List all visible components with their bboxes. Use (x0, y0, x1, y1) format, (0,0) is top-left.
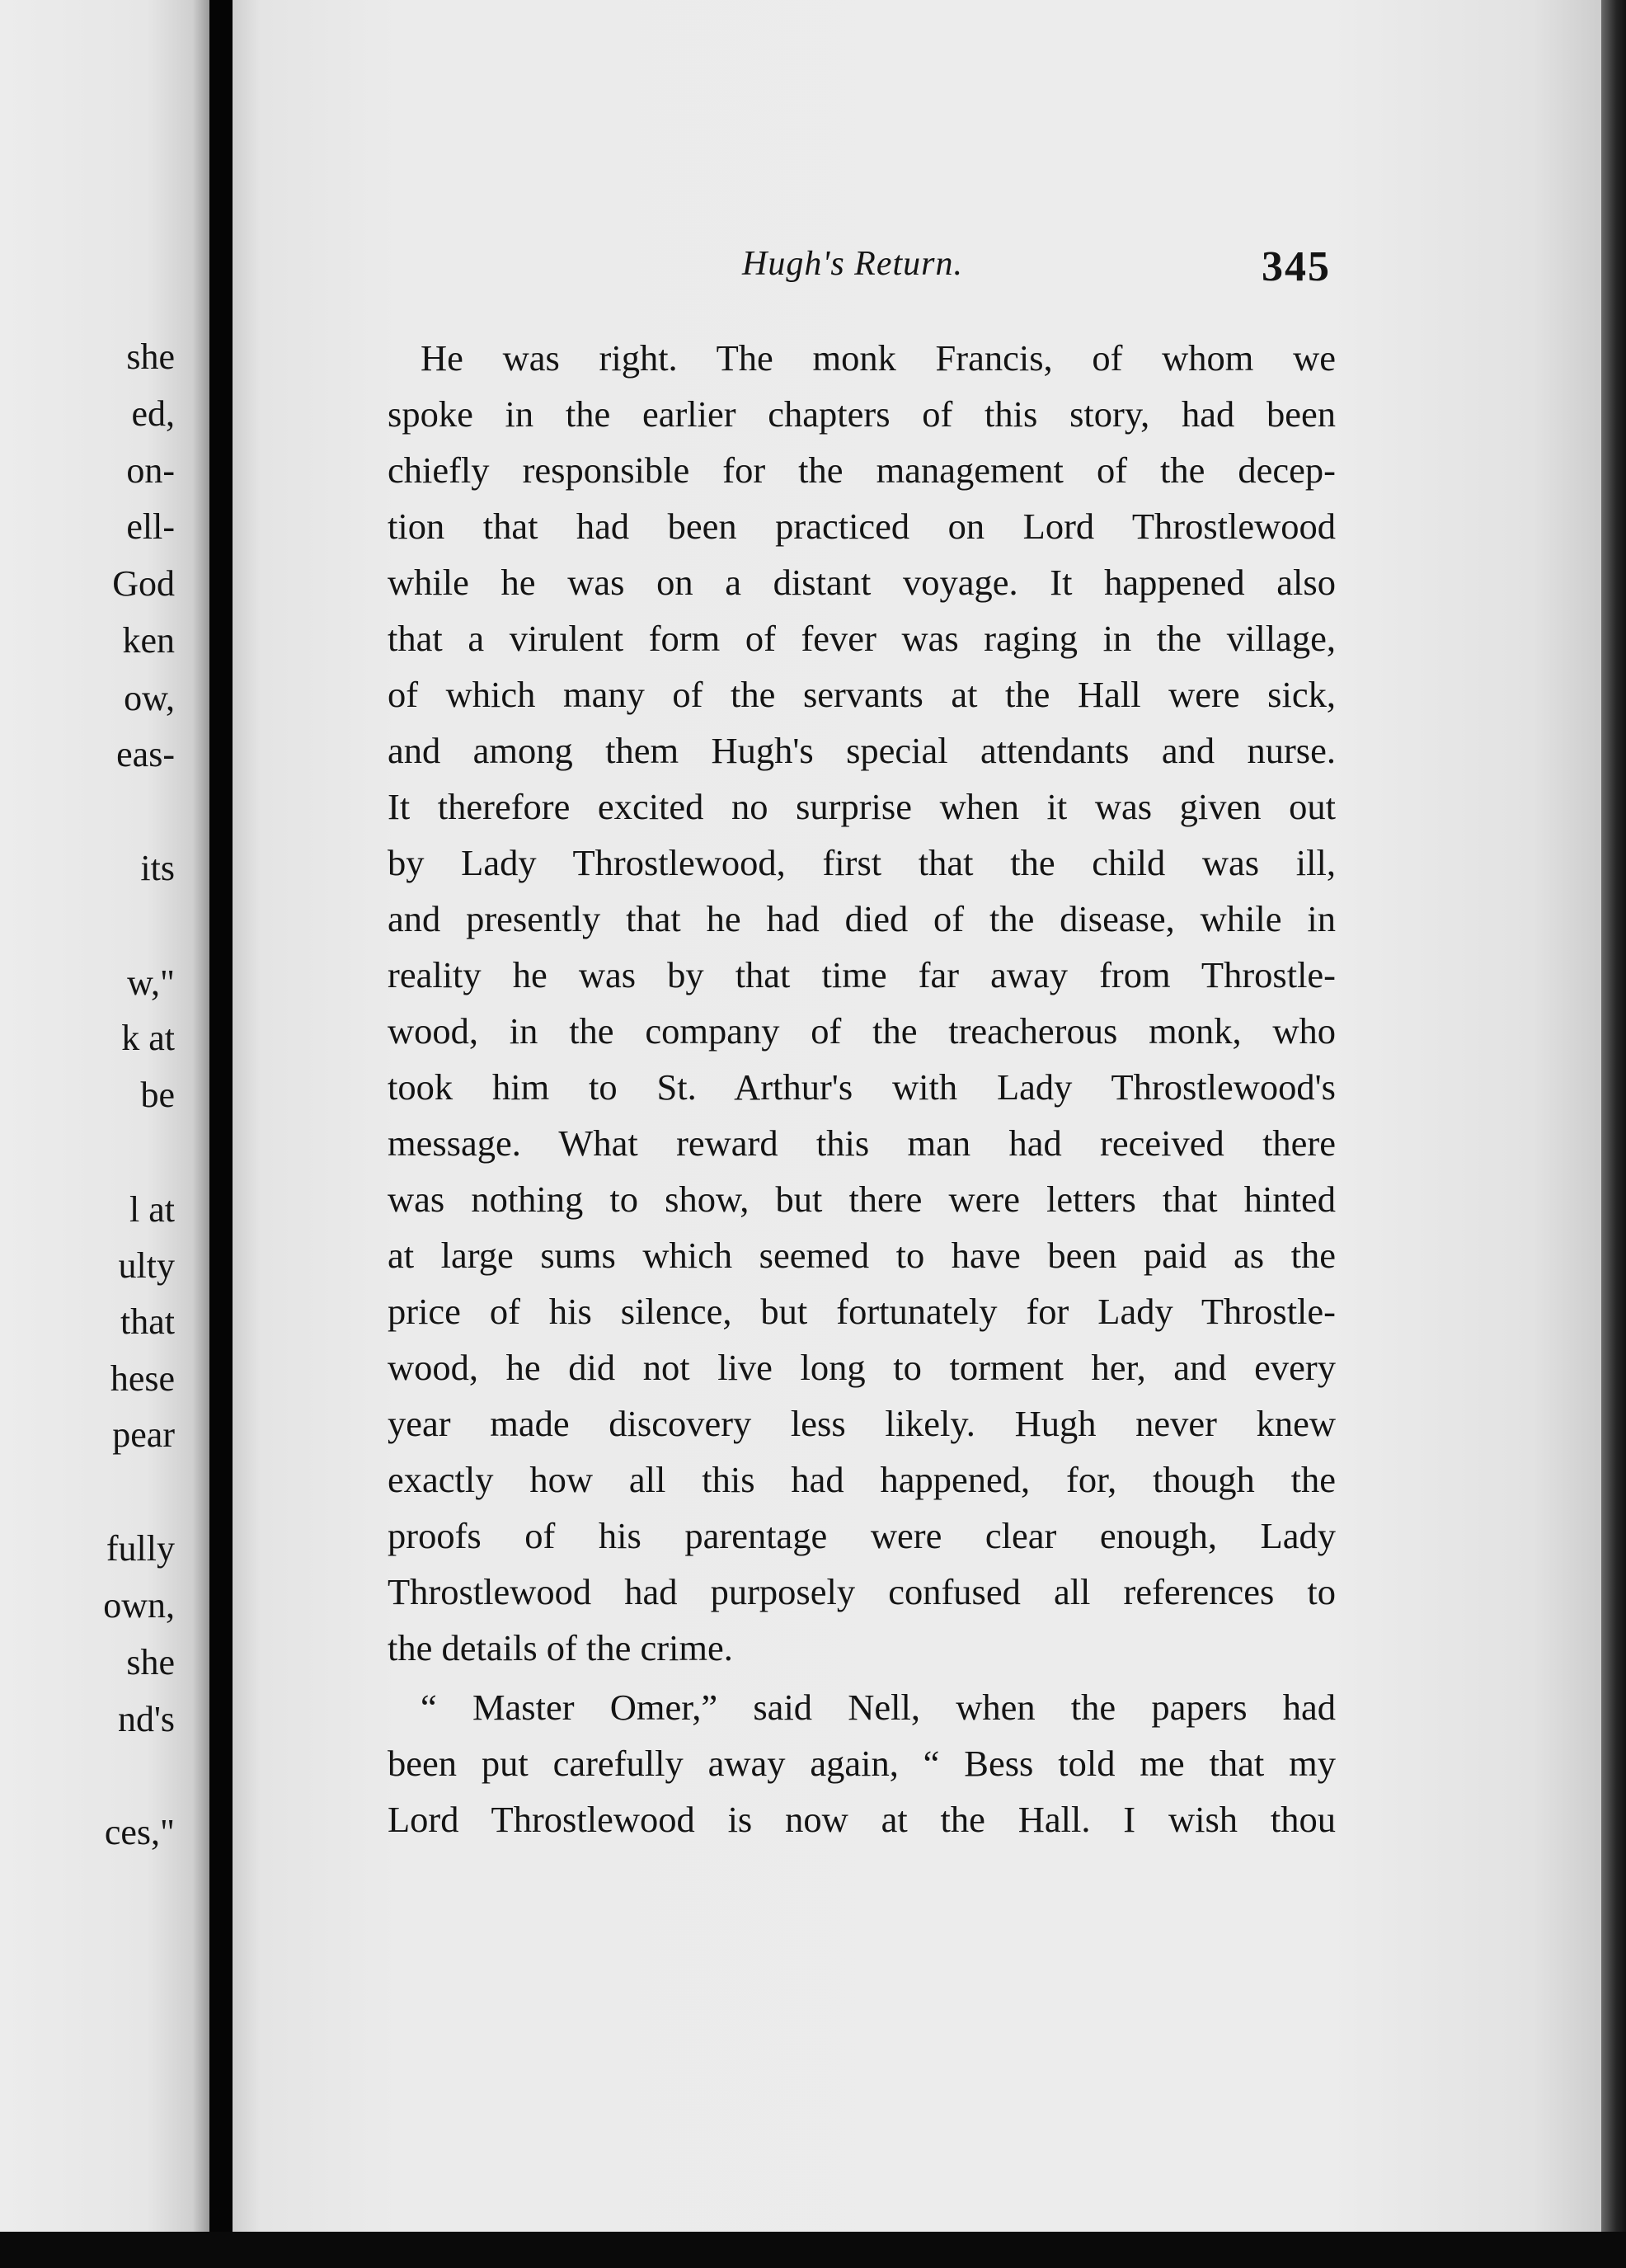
running-head: Hugh's Return. (742, 245, 963, 283)
text-line: exactly how all this had happened, for, though the (388, 1459, 1336, 1500)
left-page-fragment: ow, (124, 678, 175, 718)
left-page-fragment: pear (112, 1414, 175, 1455)
left-page-fragment: eas- (116, 734, 175, 774)
text-line: been put carefully away again, “ Bess told me that my (388, 1743, 1336, 1784)
text-line: and presently that he had died of the disease, while in (388, 898, 1336, 939)
left-page-fragment: she (126, 1642, 175, 1682)
text-line: Throstlewood had purposely confused all references to (388, 1571, 1336, 1612)
left-page-fragment: ces," (104, 1812, 175, 1852)
left-page-fragment: ken (122, 620, 175, 661)
left-page-fragment: ulty (118, 1245, 175, 1286)
page-edge (1601, 0, 1626, 2268)
text-line: proofs of his parentage were clear enough, Lady (388, 1515, 1336, 1556)
left-page-fragment: fully (106, 1528, 175, 1569)
left-page (0, 0, 209, 2268)
left-page-fragment: be (140, 1075, 175, 1115)
text-line: took him to St. Arthur's with Lady Throstlewood's (388, 1066, 1336, 1108)
left-page-fragment: its (140, 848, 175, 888)
left-page-fragment: k at (121, 1018, 175, 1058)
text-line: He was right. The monk Francis, of whom we (421, 337, 1336, 379)
text-line: “ Master Omer,” said Nell, when the papers had (421, 1687, 1336, 1728)
text-line: while he was on a distant voyage. It happened also (388, 562, 1336, 603)
page-number: 345 (1262, 243, 1331, 290)
text-line: price of his silence, but fortunately for Lady Throstle- (388, 1291, 1336, 1332)
text-line: that a virulent form of fever was raging in the village, (388, 618, 1336, 659)
left-page-fragment: l at (129, 1189, 175, 1230)
text-line: wood, in the company of the treacherous monk, who (388, 1010, 1336, 1052)
text-line: was nothing to show, but there were letters that hinted (388, 1179, 1336, 1220)
page-gutter (209, 0, 233, 2268)
left-page-fragment: nd's (117, 1699, 175, 1739)
left-page-fragment: ed, (131, 393, 175, 434)
left-page-fragment: that (120, 1301, 175, 1342)
left-page-fragment: hese (110, 1358, 175, 1399)
text-line: wood, he did not live long to torment her, and every (388, 1347, 1336, 1388)
text-line: chiefly responsible for the management of the decep- (388, 449, 1336, 491)
text-line: message. What reward this man had received there (388, 1122, 1336, 1164)
left-page-fragment: w," (127, 962, 175, 1003)
text-line: spoke in the earlier chapters of this story, had been (388, 393, 1336, 435)
text-line: reality he was by that time far away from Throstle- (388, 954, 1336, 995)
left-page-fragment: on- (126, 450, 175, 491)
text-line: and among them Hugh's special attendants and nurse. (388, 730, 1336, 771)
text-line: the details of the crime. (388, 1627, 733, 1668)
left-page-fragment: she (126, 336, 175, 377)
text-line: year made discovery less likely. Hugh never knew (388, 1403, 1336, 1444)
body-text (388, 330, 1336, 1847)
left-page-fragment: ell- (126, 506, 175, 547)
left-page-fragment: own, (103, 1585, 175, 1626)
text-line: at large sums which seemed to have been paid as the (388, 1235, 1336, 1276)
text-line: tion that had been practiced on Lord Throstlewood (388, 506, 1336, 547)
text-line: It therefore excited no surprise when it was given out (388, 786, 1336, 827)
text-line: by Lady Throstlewood, first that the child was ill, (388, 842, 1336, 883)
left-page-fragment: God (112, 563, 175, 604)
text-line: Lord Throstlewood is now at the Hall. I wish thou (388, 1799, 1336, 1840)
scan-bottom-edge (0, 2232, 1626, 2268)
text-line: of which many of the servants at the Hall were sick, (388, 674, 1336, 715)
